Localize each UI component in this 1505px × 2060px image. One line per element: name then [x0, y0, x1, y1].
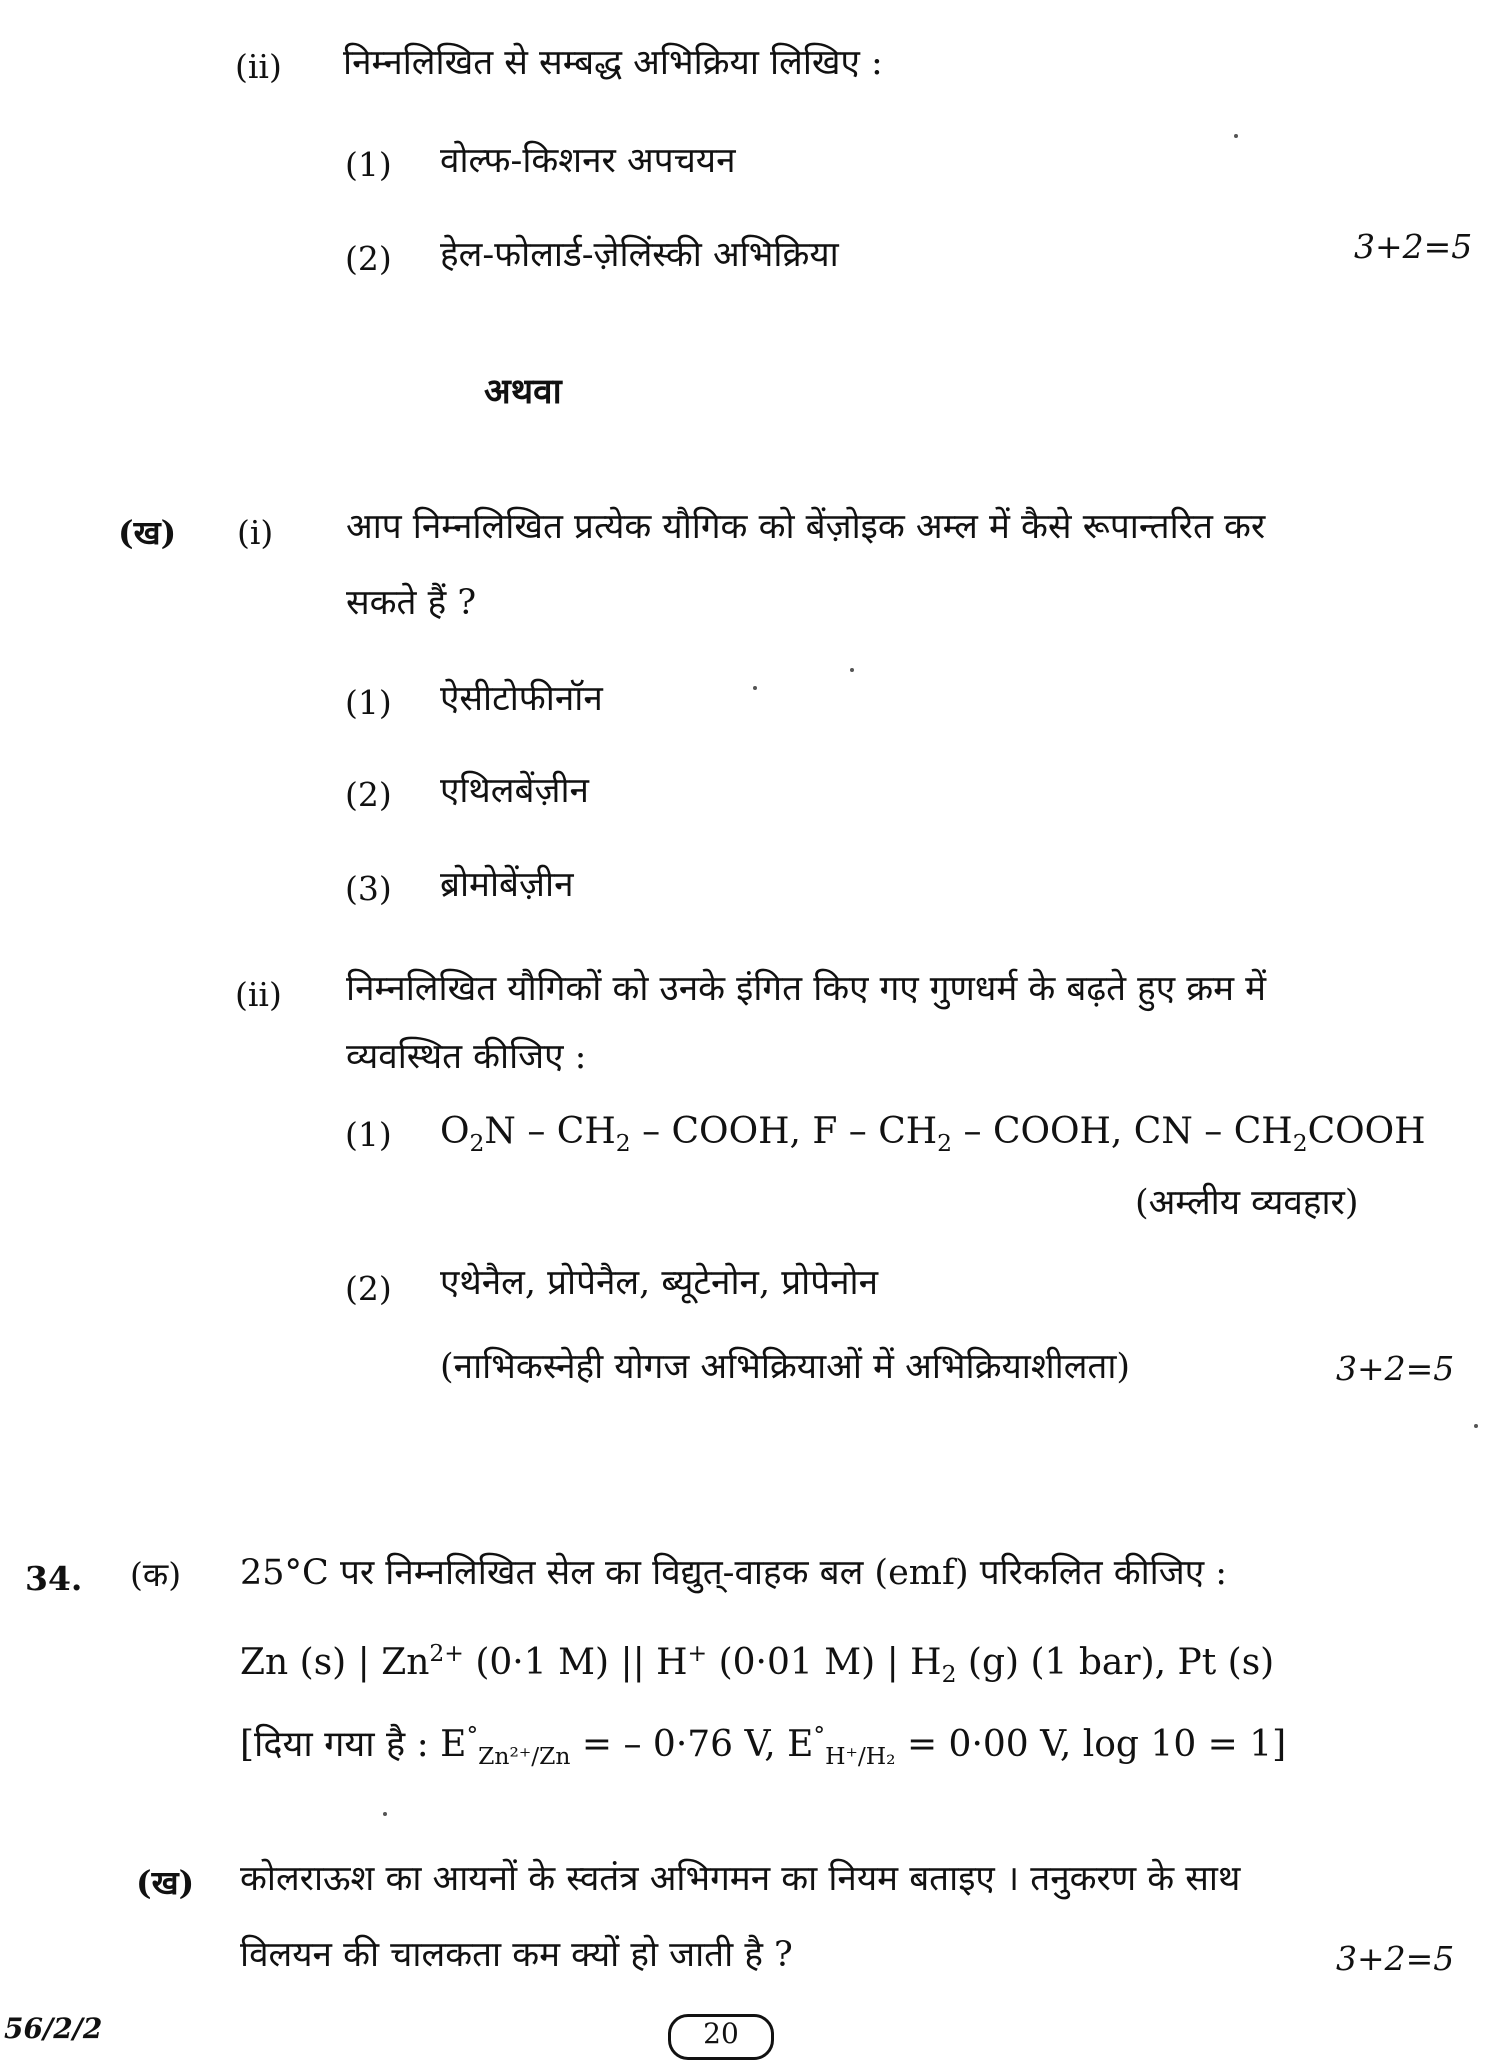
item-number: (2) [345, 1269, 392, 1308]
question-text: 25°C पर निम्नलिखित सेल का विद्युत्-वाहक बल (emf) परिकलित कीजिए : [240, 1553, 1227, 1593]
page-number: 20 [668, 2014, 774, 2060]
chemical-formula: $O_2N - CH_2$ – COOH, F – $CH_2$ – COOH, CN – $CH_2COOH$ [440, 1111, 1426, 1158]
sub-question-label: (i) [237, 513, 274, 552]
item-number: (2) [345, 239, 392, 278]
item-text: एथिलबेंज़ीन [440, 771, 589, 811]
scan-speck [383, 1812, 387, 1816]
item-number: (1) [345, 1115, 392, 1154]
scan-speck [753, 686, 757, 690]
scan-speck [1474, 1424, 1478, 1428]
item-text: एथेनैल, प्रोपेनैल, ब्यूटेनोन, प्रोपेनोन [440, 1263, 878, 1303]
question-text: विलयन की चालकता कम क्यों हो जाती है ? [240, 1935, 793, 1975]
marks-label: 3+2=5 [1336, 1939, 1455, 1978]
sub-question-label: (ii) [235, 47, 282, 86]
item-number: (1) [345, 145, 392, 184]
sub-question-label: (ii) [235, 975, 282, 1014]
marks-label: 3+2=5 [1354, 227, 1473, 266]
part-label: (क) [130, 1555, 182, 1594]
or-divider: अथवा [484, 371, 562, 412]
question-text: कोलराऊश का आयनों के स्वतंत्र अभिगमन का नियम बताइए । तनुकरण के साथ [240, 1859, 1241, 1899]
item-text: हेल-फोलार्ड-ज़ेलिंस्की अभिक्रिया [440, 235, 839, 275]
part-label: (ख) [118, 513, 177, 552]
property-note: (अम्लीय व्यवहार) [1135, 1183, 1359, 1223]
question-text: सकते हैं ? [346, 583, 477, 623]
item-text: वोल्फ-किशनर अपचयन [440, 141, 736, 181]
question-text: आप निम्नलिखित प्रत्येक यौगिक को बेंज़ोइक अम्ल में कैसे रूपान्तरित कर [346, 507, 1266, 547]
question-text: निम्नलिखित यौगिकों को उनके इंगित किए गए गुणधर्म के बढ़ते हुए क्रम में [346, 969, 1267, 1009]
item-text: ऐसीटोफीनॉन [440, 679, 603, 719]
question-number: 34. [25, 1559, 83, 1598]
item-number: (2) [345, 775, 392, 814]
question-text: व्यवस्थित कीजिए : [346, 1037, 587, 1077]
scan-speck [1234, 134, 1238, 138]
question-text: निम्नलिखित से सम्बद्ध अभिक्रिया लिखिए : [343, 43, 883, 83]
marks-label: 3+2=5 [1336, 1349, 1455, 1388]
item-number: (1) [345, 683, 392, 722]
paper-code: 56/2/2 [4, 2012, 103, 2045]
scan-speck [850, 668, 854, 672]
item-text: ब्रोमोबेंज़ीन [440, 865, 574, 905]
item-number: (3) [345, 869, 392, 908]
property-note: (नाभिकस्नेही योगज अभिक्रियाओं में अभिक्रियाशीलता) [440, 1347, 1131, 1387]
given-data: [दिया गया है : $E^\circ_{Zn^{2+}/Zn}$ = – 0·76 V, $E^\circ_{H^+/H_2} = 0\cdot 00$ V, log 10 = 1] [240, 1721, 1287, 1771]
part-label: (ख) [136, 1863, 195, 1902]
cell-notation: Zn (s) | $Zn^{2+}$ (0·1 M) || H+ (0·01 M) | $H_2$ (g) (1 bar), Pt (s) [240, 1639, 1275, 1689]
